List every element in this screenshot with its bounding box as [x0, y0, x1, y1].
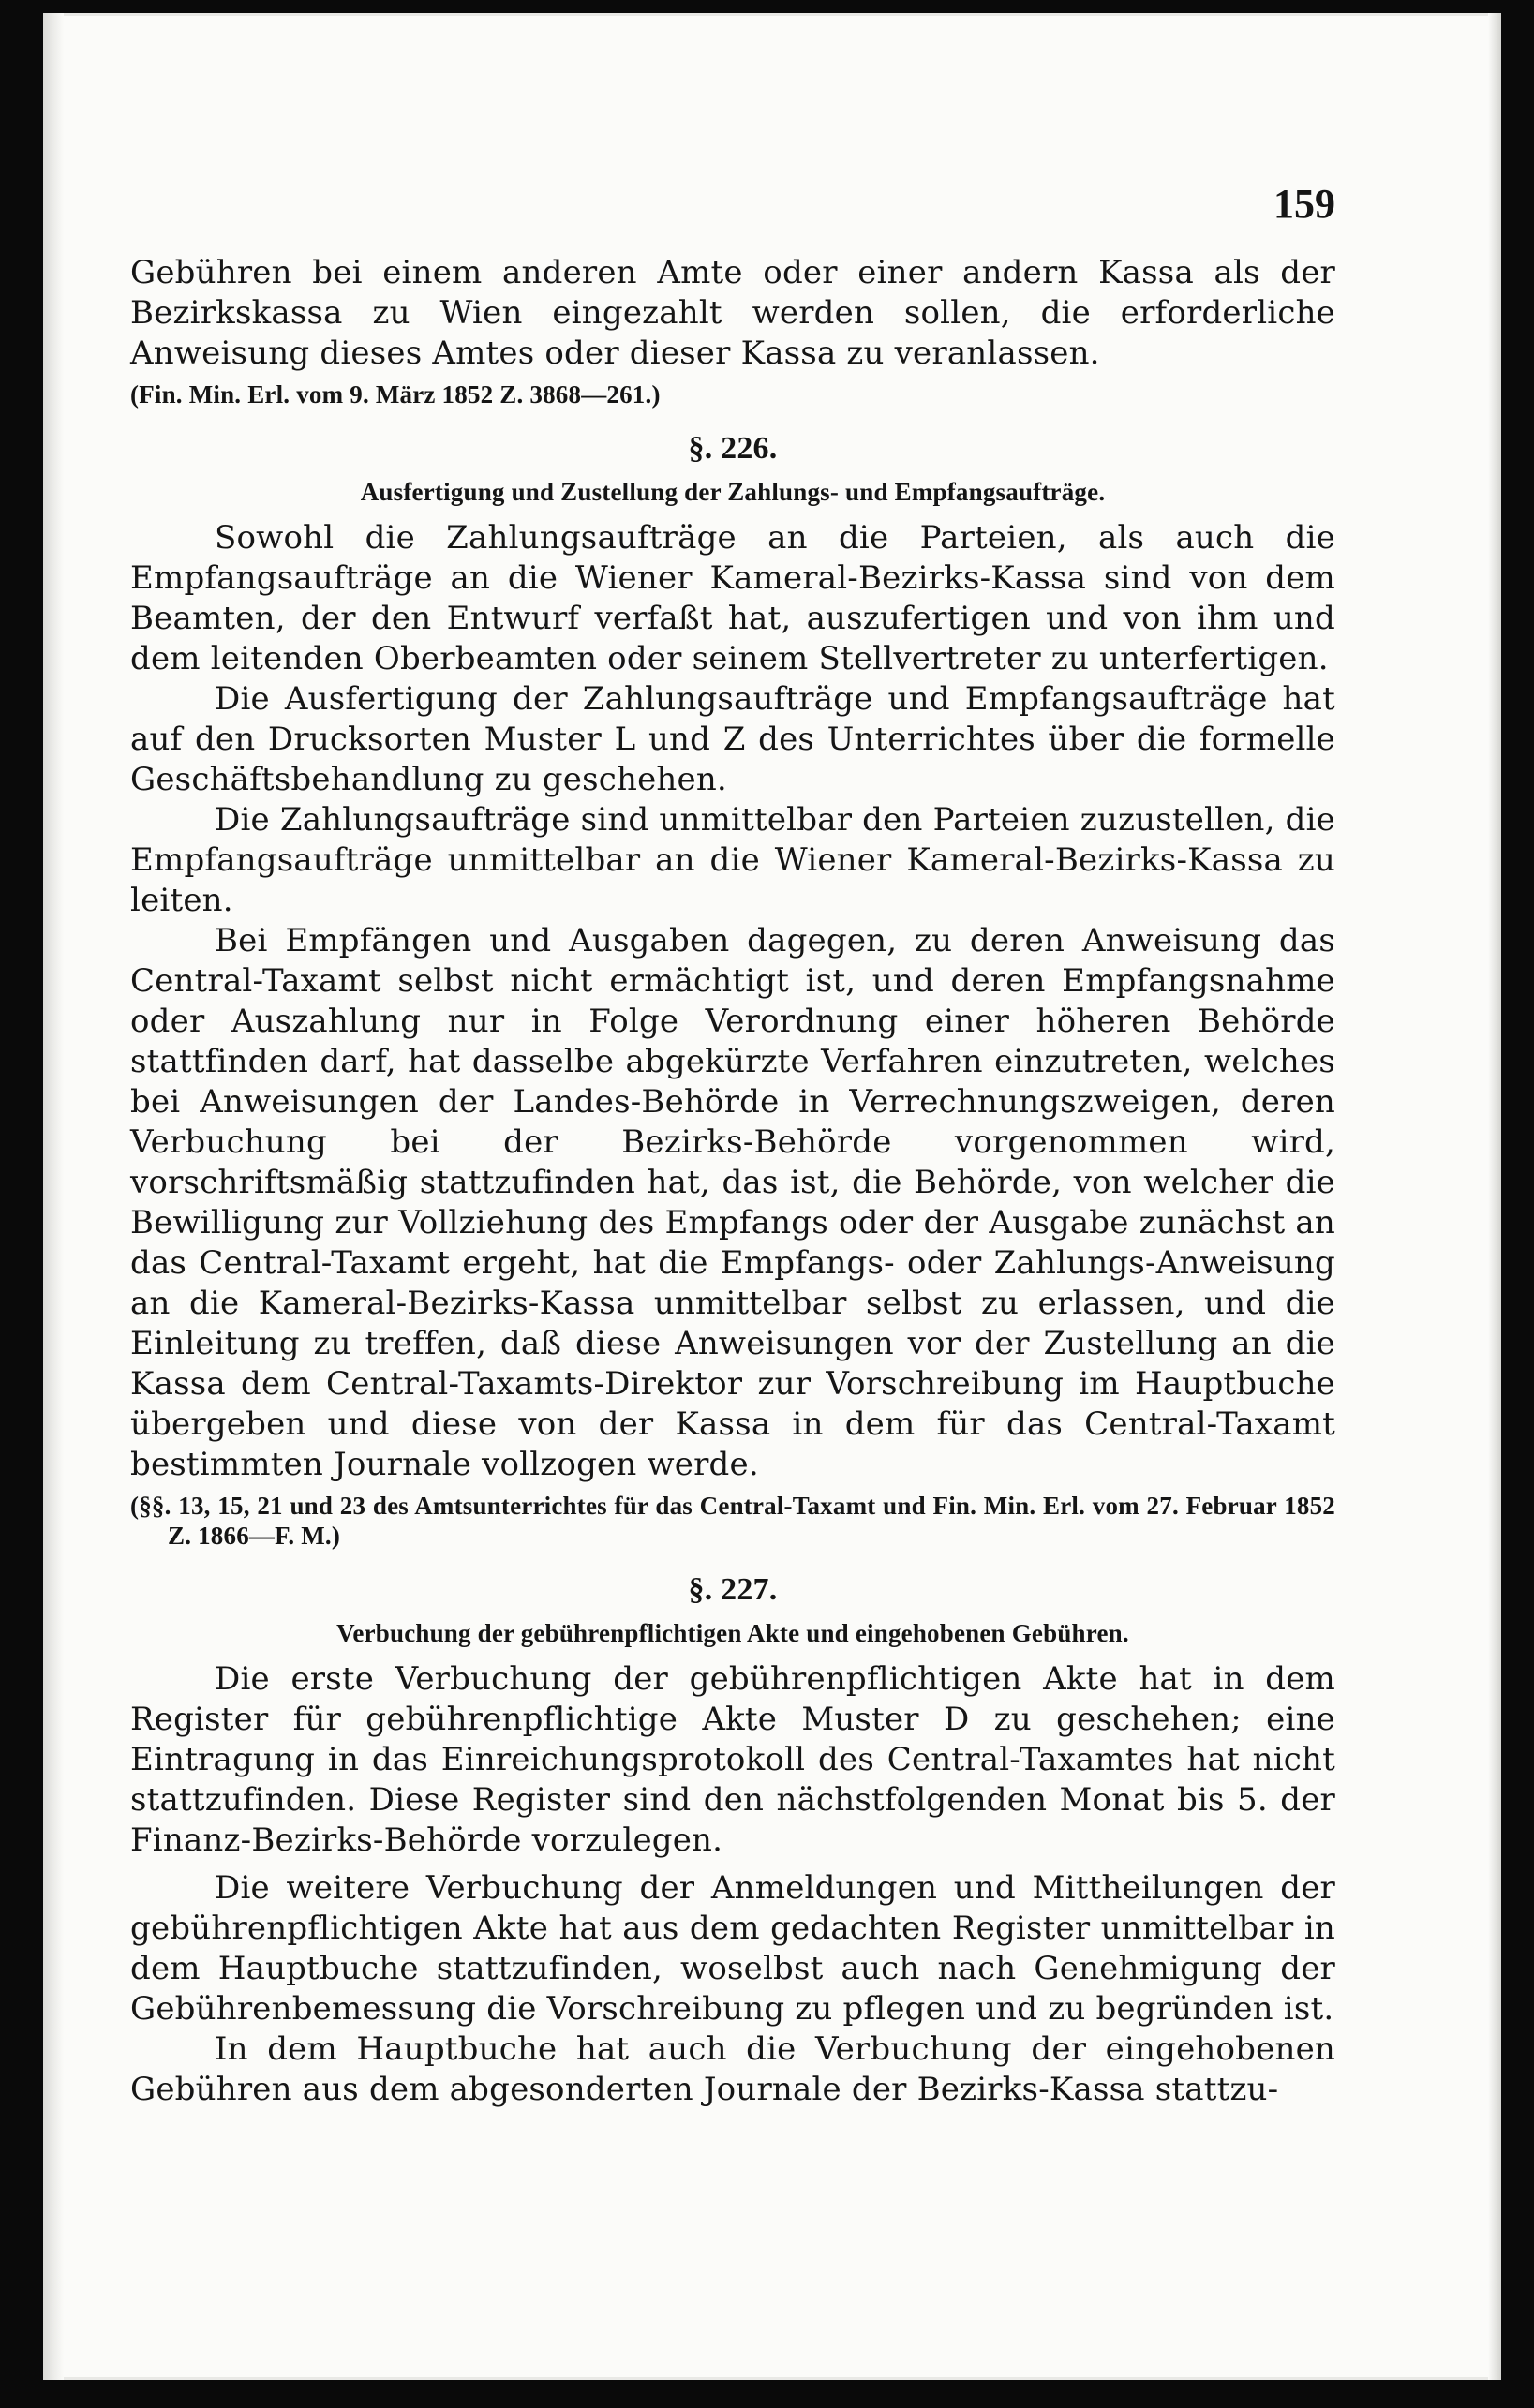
page-content [130, 180, 1335, 2110]
page-number: 159 [1273, 181, 1335, 227]
intro-paragraph: Gebühren bei einem anderen Amte oder einer andern Kassa als der Bezirkskassa zu Wien eingezahlt werden sollen, die erforderliche Anweisung dieses Amtes oder dieser Kassa zu veranlassen. [130, 254, 1335, 372]
section-226-title: Ausfertigung und Zustellung der Zahlungs- und Empfangsaufträge. [360, 478, 1106, 506]
section-226-citation: (§§. 13, 15, 21 und 23 des Amtsunterrichtes für das Central-Taxamt und Fin. Min. Erl. vom 27. Februar 1852 Z. 1866—F. M.) [130, 1492, 1335, 1550]
intro-citation: (Fin. Min. Erl. vom 9. März 1852 Z. 3868—261.) [130, 380, 661, 409]
section-226-paragraph-1: Sowohl die Zahlungsaufträge an die Parteien, als auch die Empfangsaufträge an die Wiener Kameral-Bezirks-Kassa sind von dem Beamten, der den Entwurf verfaßt hat, auszufertigen und von ihm und dem leitenden Oberbeamten oder seinem Stellvertreter zu unterfertigen. [130, 519, 1335, 677]
section-227-heading: §. 227. [688, 1572, 778, 1607]
section-227-paragraph-3: In dem Hauptbuche hat auch die Verbuchung der eingehobenen Gebühren aus dem abgesonderten Journale der Bezirks-Kassa stattzu- [130, 2030, 1335, 2108]
section-227 [130, 1569, 1335, 2110]
section-227-paragraph-2: Die weitere Verbuchung der Anmeldungen und Mittheilungen der gebührenpflichtigen Akte hat aus dem gedachten Register unmittelbar in dem Hauptbuche stattzufinden, woselbst auch nach Genehmigung der Gebührenbemessung die Vorschreibung zu pflegen und zu begründen ist. [130, 1869, 1335, 2028]
section-227-paragraph-1: Die erste Verbuchung der gebührenpflichtigen Akte hat in dem Register für gebührenpflichtige Akte Muster D zu geschehen; eine Eintragung in das Einreichungsprotokoll des Central-Taxamtes hat nicht stattzufinden. Diese Register sind den nächstfolgenden Monat bis 5. der Finanz-Bezirks-Behörde vorzulegen. [130, 1660, 1335, 1859]
book-page [43, 13, 1501, 2380]
intro-block [130, 253, 1335, 409]
section-226 [130, 428, 1335, 1551]
section-226-paragraph-2: Die Ausfertigung der Zahlungsaufträge und Empfangsaufträge hat auf den Drucksorten Muster L und Z des Unterrichtes über die formelle Geschäftsbehandlung zu geschehen. [130, 680, 1335, 798]
section-226-heading: §. 226. [688, 431, 778, 466]
section-226-paragraph-3: Die Zahlungsaufträge sind unmittelbar den Parteien zuzustellen, die Empfangsaufträge unmittelbar an die Wiener Kameral-Bezirks-Kassa zu leiten. [130, 801, 1335, 919]
section-227-title: Verbuchung der gebührenpflichtigen Akte und eingehobenen Gebühren. [336, 1619, 1129, 1647]
section-226-paragraph-4: Bei Empfängen und Ausgaben dagegen, zu deren Anweisung das Central-Taxamt selbst nicht ermächtigt ist, und deren Empfangsnahme oder Auszahlung nur in Folge Verordnung einer höheren Behörde stattfinden darf, hat dasselbe abgekürzte Verfahren einzutreten, welches bei Anweisungen der Landes-Behörde in Verrechnungszweigen, deren Verbuchung bei der Bezirks-Behörde vorgenommen wird, vorschriftsmäßig stattzufinden hat, das ist, die Behörde, von welcher die Bewilligung zur Vollziehung des Empfangs oder der Ausgabe zunächst an das Central-Taxamt ergeht, hat die Empfangs- oder Zahlungs-Anweisung an die Kameral-Bezirks-Kassa unmittelbar selbst zu erlassen, und die Einleitung zu treffen, daß diese Anweisungen vor der Zustellung an die Kassa dem Central-Taxamts-Direktor zur Vorschreibung im Hauptbuche übergeben und diese von der Kassa in dem für das Central-Taxamt bestimmten Journale vollzogen werde. [130, 922, 1335, 1483]
